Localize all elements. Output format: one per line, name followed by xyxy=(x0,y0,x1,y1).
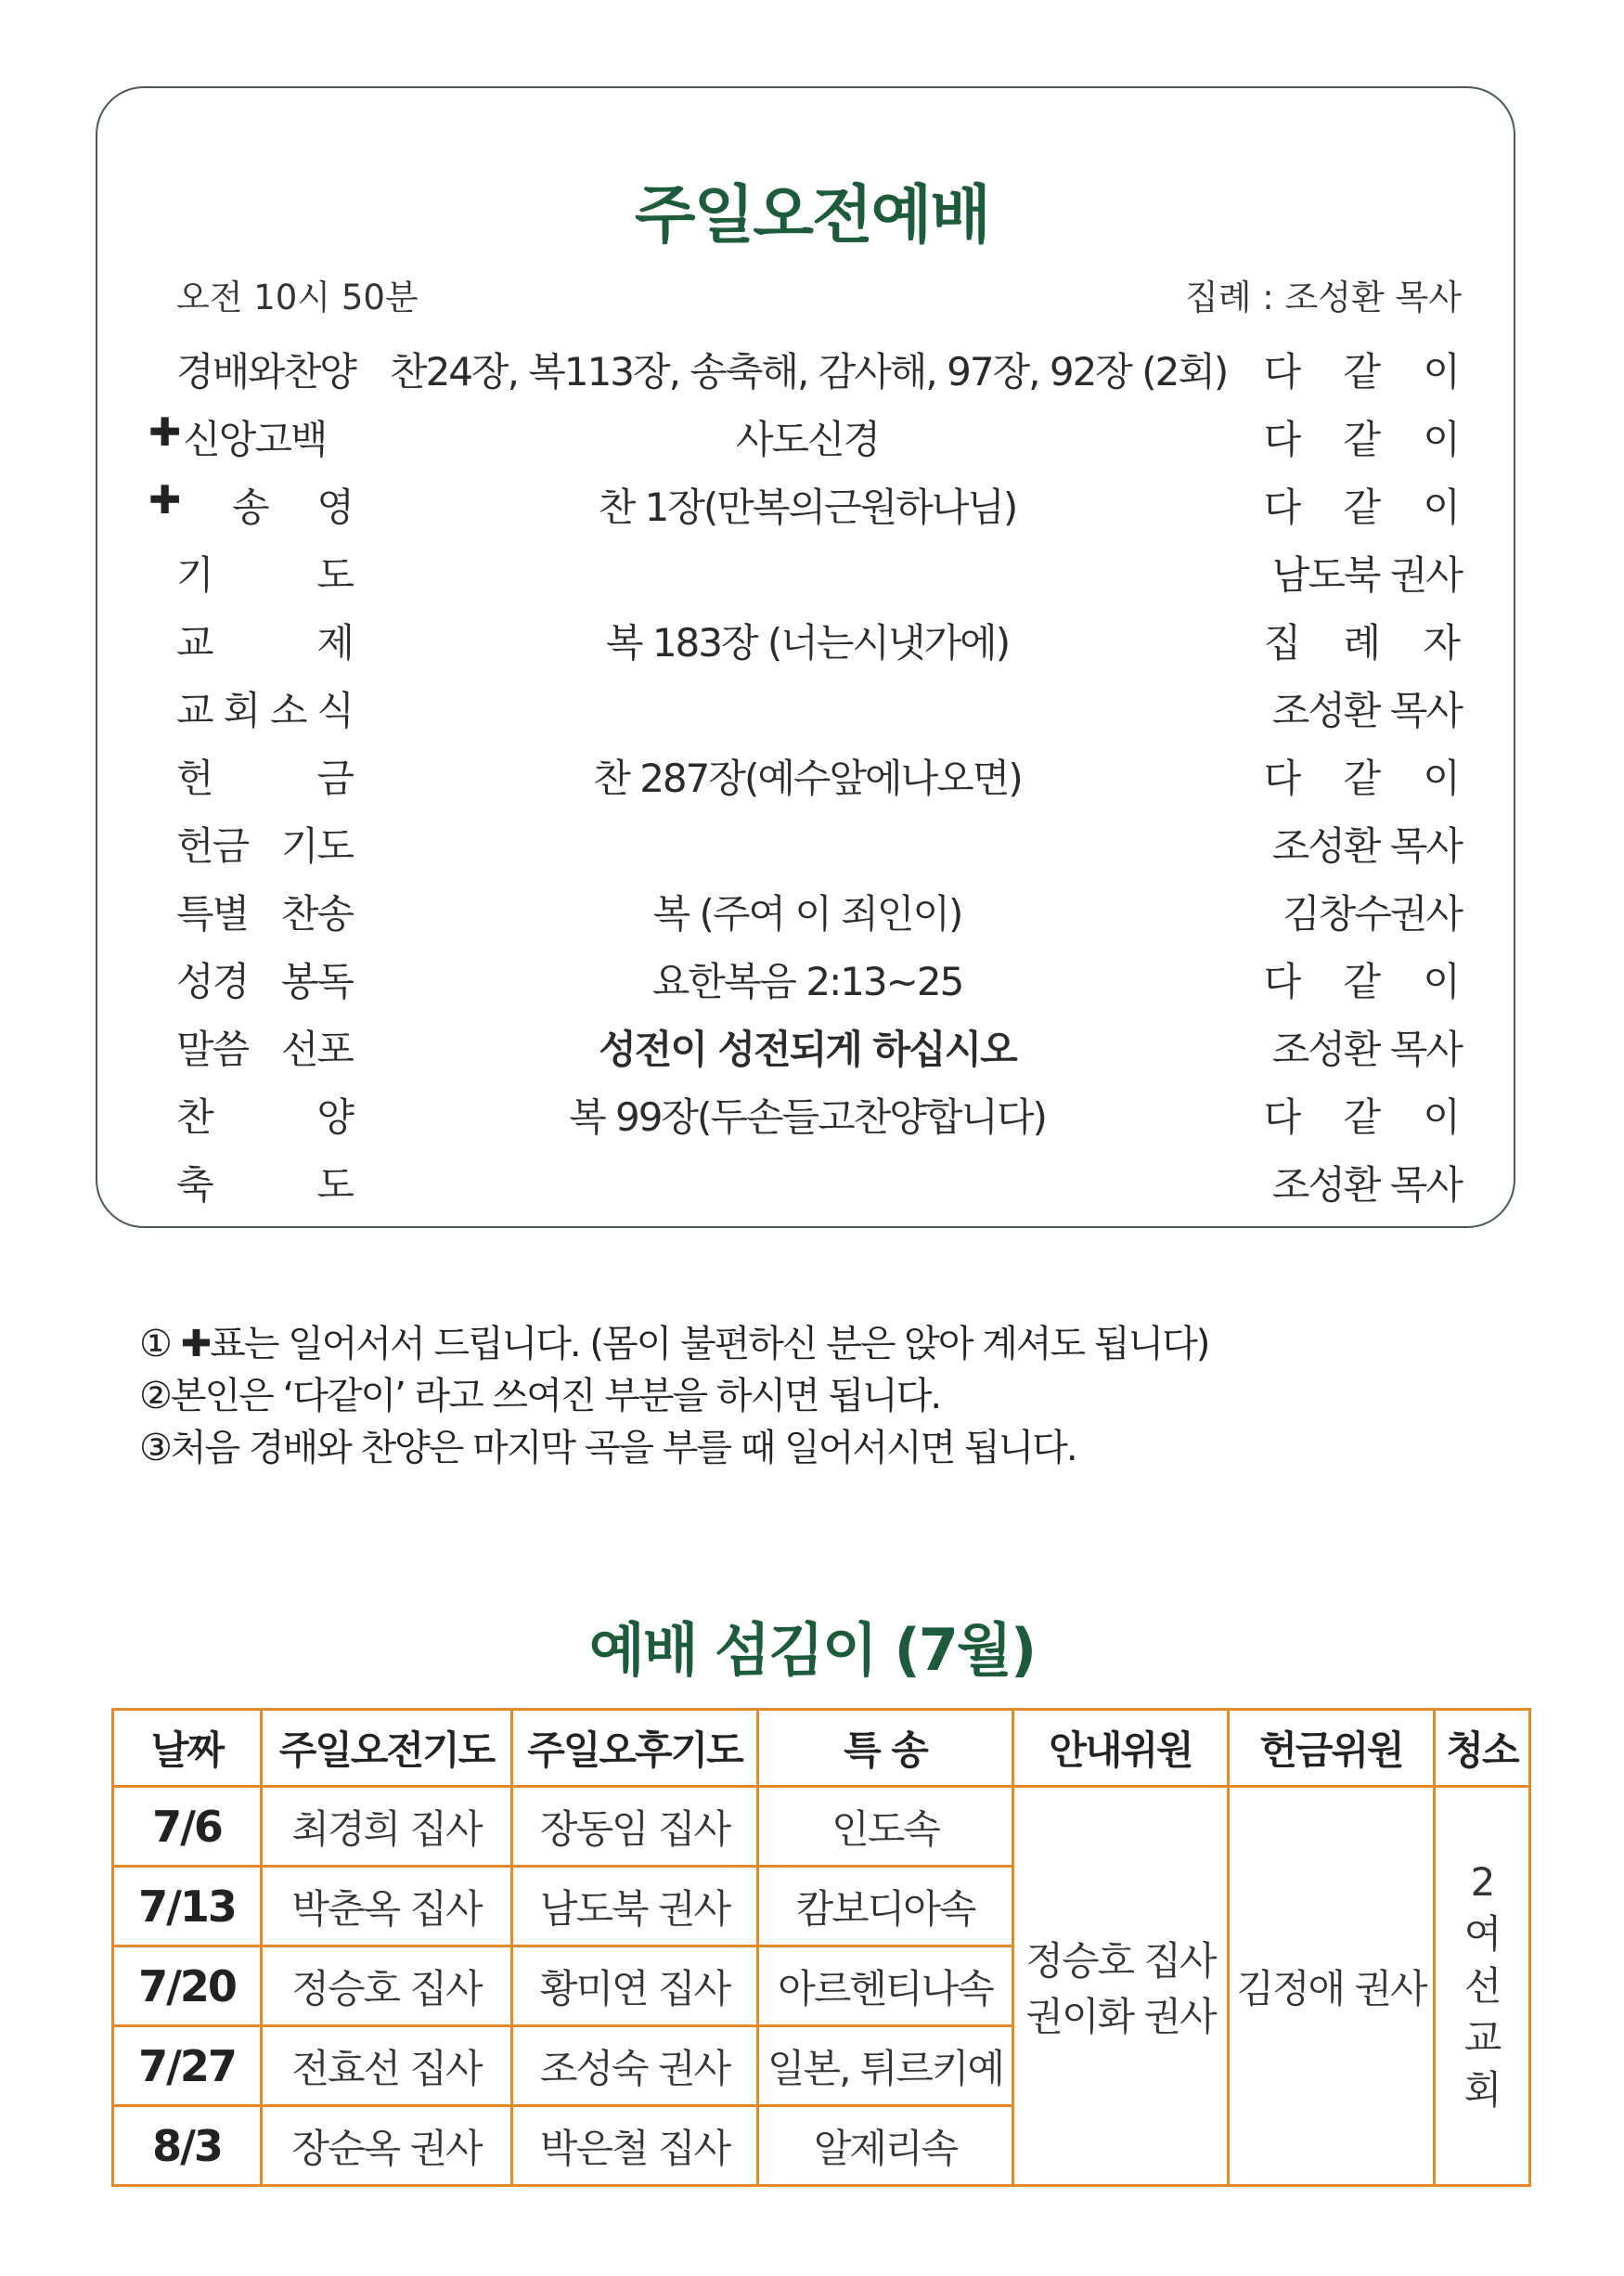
offering-cell: 김정애 권사 xyxy=(1229,1787,1435,2186)
table-header-row xyxy=(113,1710,1530,1787)
order-item-name-part: 특별 xyxy=(176,891,249,937)
order-item-name-part: 헌 xyxy=(176,756,213,801)
order-item xyxy=(0,816,1624,872)
pm-prayer-cell: 박은철 집사 xyxy=(512,2106,758,2186)
order-item-name xyxy=(176,884,353,939)
special-cell: 알제리속 xyxy=(758,2106,1013,2186)
am-prayer-cell: 장순옥 권사 xyxy=(262,2106,512,2186)
order-item xyxy=(0,613,1624,668)
notes xyxy=(139,1318,1208,1474)
pm-prayer-cell: 장동임 집사 xyxy=(512,1787,758,1867)
order-item-name-part: 봉독 xyxy=(280,959,353,1004)
order-item-name-part: 금 xyxy=(316,756,353,801)
order-item-name-part: 말씀 xyxy=(176,1027,249,1072)
order-item-content: 성전이 성전되게 하십시오 xyxy=(599,1027,1016,1072)
order-item-name xyxy=(176,748,353,804)
order-item xyxy=(0,545,1624,601)
order-item xyxy=(0,951,1624,1007)
special-cell: 캄보디아속 xyxy=(758,1867,1013,1946)
order-item-name xyxy=(176,613,353,668)
order-item-name-part: 헌금 xyxy=(176,823,249,869)
order-item-leader: 다 같 이 xyxy=(1263,349,1476,394)
order-item-leader: 조성환 목사 xyxy=(1271,1162,1462,1208)
order-item-name-part: 축 xyxy=(176,1162,213,1208)
order-item-name-part: 경배와찬양 xyxy=(176,349,355,394)
usher-name: 권이화 권사 xyxy=(1025,1993,1216,2039)
order-item-name-part: 식 xyxy=(316,688,353,733)
am-prayer-cell: 최경희 집사 xyxy=(262,1787,512,1867)
order-item-name-part: 송 xyxy=(232,485,268,530)
cross-icon: ✚ xyxy=(148,477,180,523)
page-title: 주일오전예배 xyxy=(634,179,990,252)
order-item-name-part: 성경 xyxy=(176,959,249,1004)
date-cell: 7/6 xyxy=(113,1787,262,1867)
order-item-leader: 다 같 이 xyxy=(1263,417,1476,462)
cleaning-char: 회 xyxy=(1463,2066,1501,2113)
order-item xyxy=(0,884,1624,939)
order-item-content: 복 99장(두손들고찬양합니다) xyxy=(569,1094,1046,1140)
special-cell: 아르헨티나속 xyxy=(758,1946,1013,2026)
note-item: ③처음 경배와 찬양은 마지막 곡을 부를 때 일어서시면 됩니다. xyxy=(139,1427,1076,1469)
order-item-name xyxy=(148,409,353,465)
order-item xyxy=(0,748,1624,804)
order-item-name xyxy=(176,1019,353,1075)
special-cell: 인도속 xyxy=(758,1787,1013,1867)
order-item-content: 찬 1장(만복의근원하나님) xyxy=(598,485,1017,530)
date-cell: 7/13 xyxy=(113,1867,262,1946)
order-item-leader: 김창수권사 xyxy=(1282,891,1462,937)
order-item-name-part: 양 xyxy=(316,1094,353,1140)
order-item-content: 복 183장 (너는시냇가에) xyxy=(605,620,1010,666)
cleaning-char: 2 xyxy=(1470,1858,1494,1905)
presider: 집례 : 조성환 목사 xyxy=(1185,278,1462,317)
date-cell: 7/27 xyxy=(113,2026,262,2106)
order-item-name-part: 교 xyxy=(176,688,213,733)
header-am-prayer: 주일오전기도 xyxy=(262,1710,512,1787)
order-item-name-part: 도 xyxy=(316,552,353,598)
cleaning-char: 여 xyxy=(1463,1910,1501,1957)
order-item-name-part: 찬 xyxy=(176,1094,213,1140)
header-ushers: 안내위원 xyxy=(1013,1710,1229,1787)
order-item-name-part: 기도 xyxy=(280,823,353,869)
cleaning-cell xyxy=(1435,1787,1530,2186)
order-item-name-part: 회 xyxy=(223,688,260,733)
order-item-leader: 남도북 권사 xyxy=(1271,552,1462,598)
order-item xyxy=(0,680,1624,736)
order-item-name-part: 영 xyxy=(316,485,353,530)
order-item-name xyxy=(176,342,353,397)
order-item-name-part: 제 xyxy=(316,620,353,666)
am-prayer-cell: 전효선 집사 xyxy=(262,2026,512,2106)
cross-icon: ✚ xyxy=(148,409,180,455)
header-date: 날짜 xyxy=(113,1710,262,1787)
order-item-name xyxy=(176,545,353,601)
order-item-name-part: 도 xyxy=(316,1162,353,1208)
order-item-name-part: 교 xyxy=(176,620,213,666)
order-item-leader: 다 같 이 xyxy=(1263,756,1476,801)
ushers-cell xyxy=(1013,1787,1229,2186)
note-item: ②본인은 ‘다같이’ 라고 쓰여진 부분을 하시면 됩니다. xyxy=(139,1375,941,1417)
order-item-name-part: 소 xyxy=(269,688,306,733)
header-pm-prayer: 주일오후기도 xyxy=(512,1710,758,1787)
order-item-name xyxy=(148,477,353,533)
order-item-leader: 다 같 이 xyxy=(1263,959,1476,1004)
special-cell: 일본, 튀르키예 xyxy=(758,2026,1013,2106)
pm-prayer-cell: 남도북 권사 xyxy=(512,1867,758,1946)
order-item-name xyxy=(176,816,353,872)
date-cell: 7/20 xyxy=(113,1946,262,2026)
order-item xyxy=(0,477,1624,533)
order-item-name xyxy=(176,1087,353,1143)
order-item-content: 찬 287장(예수앞에나오면) xyxy=(593,756,1022,801)
header-offering: 헌금위원 xyxy=(1229,1710,1435,1787)
header-special: 특 송 xyxy=(758,1710,1013,1787)
order-item-name xyxy=(176,680,353,736)
date-cell: 8/3 xyxy=(113,2106,262,2186)
am-prayer-cell: 정승호 집사 xyxy=(262,1946,512,2026)
order-item xyxy=(0,1155,1624,1210)
order-item-leader: 다 같 이 xyxy=(1263,1094,1476,1140)
order-item-leader: 집 례 자 xyxy=(1263,620,1476,666)
order-item-name-part: 신앙고백 xyxy=(183,417,327,462)
order-item xyxy=(0,1087,1624,1143)
order-item-name xyxy=(176,1155,353,1210)
order-item-content: 찬24장, 복113장, 송축해, 감사해, 97장, 92장 (2회) xyxy=(390,349,1228,394)
order-item xyxy=(0,1019,1624,1075)
usher-name: 정승호 집사 xyxy=(1025,1937,1216,1984)
schedule-title: 예배 섬김이 (7월) xyxy=(588,1616,1036,1684)
table-row xyxy=(113,1787,1530,1867)
order-item-content: 요한복음 2:13~25 xyxy=(651,959,963,1004)
pm-prayer-cell: 황미연 집사 xyxy=(512,1946,758,2026)
order-item-leader: 다 같 이 xyxy=(1263,485,1476,530)
pm-prayer-cell: 조성숙 권사 xyxy=(512,2026,758,2106)
schedule-table xyxy=(111,1708,1531,2187)
order-item-name-part: 찬송 xyxy=(280,891,353,937)
cleaning-char: 선 xyxy=(1463,1962,1501,2009)
cleaning-char: 교 xyxy=(1463,2014,1501,2061)
am-prayer-cell: 박춘옥 집사 xyxy=(262,1867,512,1946)
header-cleaning: 청소 xyxy=(1435,1710,1530,1787)
order-item-name-part: 선포 xyxy=(280,1027,353,1072)
order-item-leader: 조성환 목사 xyxy=(1271,823,1462,869)
service-time: 오전 10시 50분 xyxy=(176,278,419,317)
order-item-name-part: 기 xyxy=(176,552,213,598)
order-item-leader: 조성환 목사 xyxy=(1271,688,1462,733)
order-item xyxy=(0,342,1624,397)
order-item xyxy=(0,409,1624,465)
order-item-content: 사도신경 xyxy=(735,417,880,462)
order-item-content: 복 (주여 이 죄인이) xyxy=(652,891,962,937)
order-item-leader: 조성환 목사 xyxy=(1271,1027,1462,1072)
note-item: ① ✚표는 일어서서 드립니다. (몸이 불편하신 분은 앉아 계셔도 됩니다) xyxy=(139,1323,1209,1365)
order-item-name xyxy=(176,951,353,1007)
